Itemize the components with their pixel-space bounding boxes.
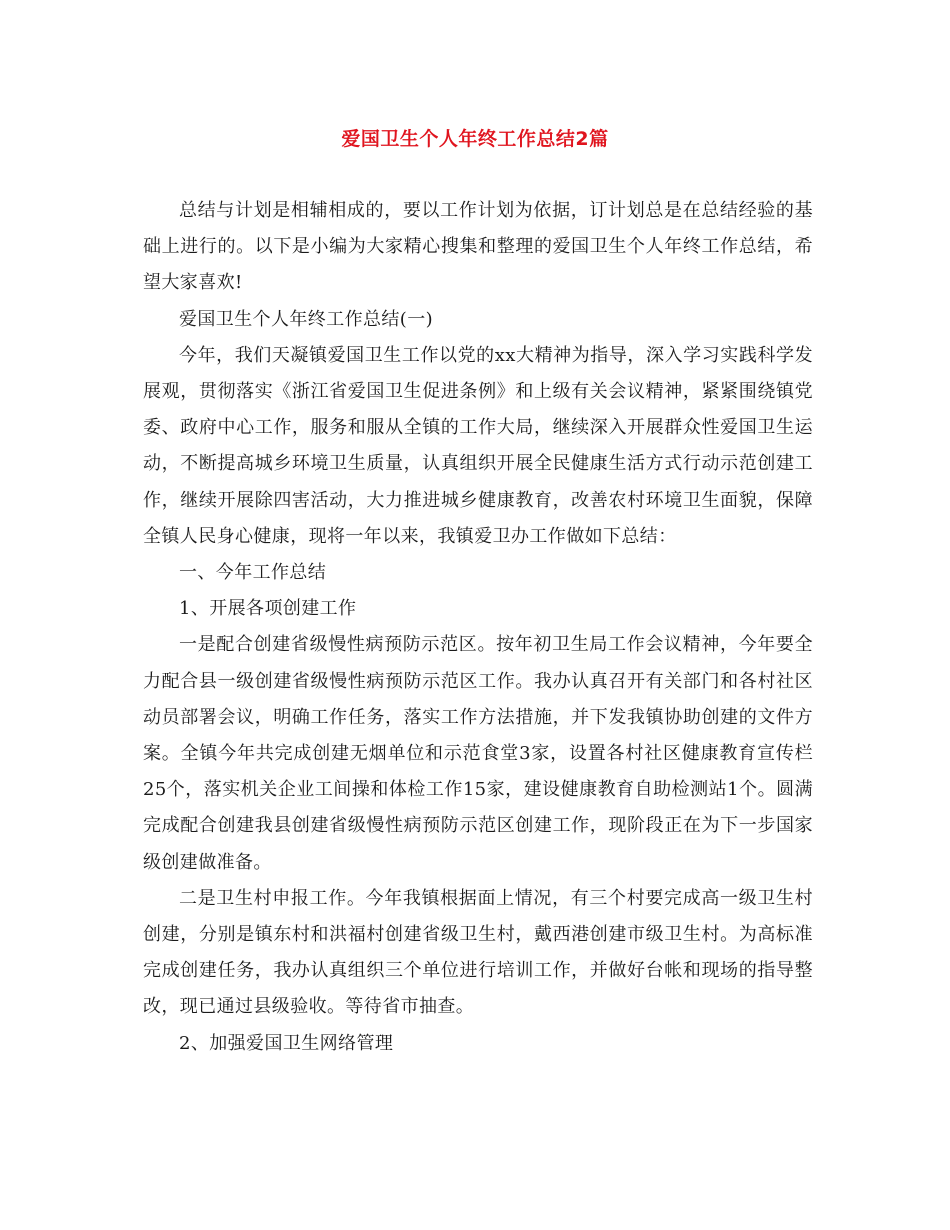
paragraph-chronic-disease-zone: 一是配合创建省级慢性病预防示范区。按年初卫生局工作会议精神，今年要全力配合县一级创建省级慢性病预防示范区工作。我办认真召开有关部门和各村社区动员部署会议，明确工作任务，落实工作方法措施，并下发我镇协助创建的文件方案。全镇今年共完成创建无烟单位和示范食堂3家，设置各村社区健康教育宣传栏25个，落实机关企业工间操和体检工作15家，建设健康教育自助检测站1个。圆满完成配合创建我县创建省级慢性病预防示范区创建工作，现阶段正在为下一步国家级创建做准备。 <box>143 634 813 873</box>
document-title: 爱国卫生个人年终工作总结2篇 <box>341 128 609 150</box>
section-heading-part-one: 爱国卫生个人年终工作总结(一) <box>179 308 434 330</box>
document-body <box>143 193 813 1062</box>
overview-paragraph: 今年，我们天凝镇爱国卫生工作以党的xx大精神为指导，深入学习实践科学发展观，贯彻落实《浙江省爱国卫生促进条例》和上级有关会议精神，紧紧围绕镇党委、政府中心工作，服务和服从全镇的工作大局，继续深入开展群众性爱国卫生运动，不断提高城乡环境卫生质量，认真组织开展全民健康生活方式行动示范创建工作，继续开展除四害活动，大力推进城乡健康教育，改善农村环境卫生面貌，保障全镇人民身心健康，现将一年以来，我镇爱卫办工作做如下总结： <box>143 344 813 547</box>
paragraph-health-village: 二是卫生村申报工作。今年我镇根据面上情况，有三个村要完成高一级卫生村创建，分别是镇东村和洪福村创建省级卫生村，戴西港创建市级卫生村。为高标准完成创建任务，我办认真组织三个单位进行培训工作，并做好台帐和现场的指导整改，现已通过县级验收。等待省市抽查。 <box>143 887 813 1018</box>
heading-network-management: 2、加强爱国卫生网络管理 <box>179 1032 394 1054</box>
heading-year-summary: 一、今年工作总结 <box>179 562 327 584</box>
intro-paragraph: 总结与计划是相辅相成的，要以工作计划为依据，订计划总是在总结经验的基础上进行的。以下是小编为大家精心搜集和整理的爱国卫生个人年终工作总结，希望大家喜欢! <box>143 200 813 294</box>
heading-creation-work: 1、开展各项创建工作 <box>179 598 357 620</box>
